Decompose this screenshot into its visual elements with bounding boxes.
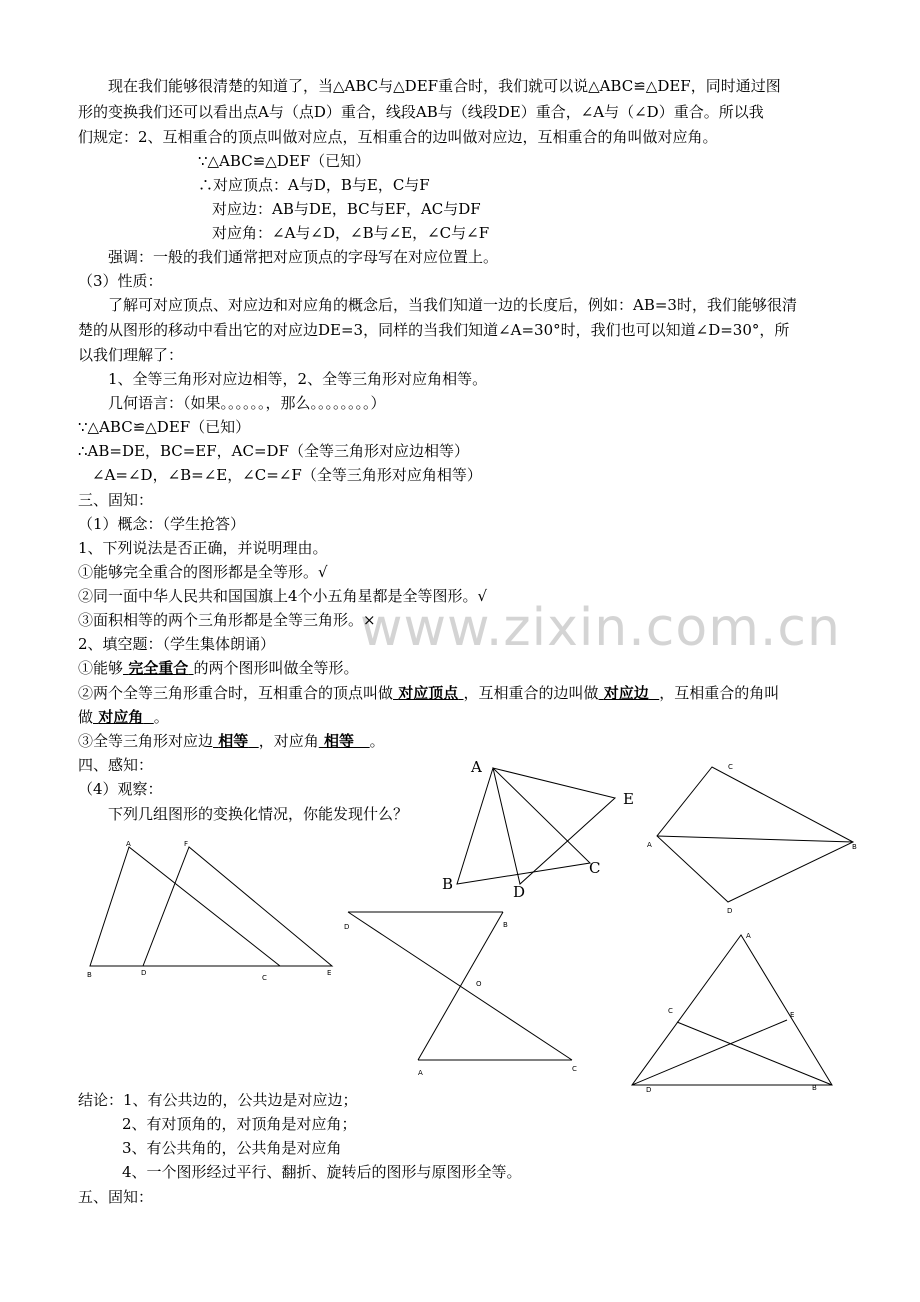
fill-1-text-b: 的两个图形叫做全等形。 [193, 659, 359, 677]
fig4-label-b: B [503, 921, 508, 929]
triangle-fde [143, 847, 332, 966]
watermark: www.zixin.com.cn [360, 598, 841, 658]
common-side-ab [657, 836, 853, 842]
fig4-label-d: D [344, 923, 350, 931]
fill-2-text-e: 。 [153, 708, 169, 726]
quadrilateral-acbd [657, 767, 853, 902]
fill-2-text-a: ②两个全等三角形重合时，互相重合的顶点叫做 [78, 684, 394, 702]
intro-vertices: ∴对应顶点：A与D，B与E，C与F [198, 176, 430, 194]
intro-given: ∵△ABC≌△DEF（已知） [198, 152, 371, 170]
fill-2-cont [78, 706, 169, 728]
segment-ba [418, 912, 503, 1060]
consolidate-q1: 1、下列说法是否正确，并说明理由。 [78, 539, 328, 557]
properties-p1: 了解可对应顶点、对应边和对应角的概念后，当我们知道一边的长度后，例如：AB=3时，我们能够很清 [108, 296, 797, 314]
fill-3-text-a: ③全等三角形对应边 [78, 732, 214, 750]
intro-line-1: 现在我们能够很清楚的知道了，当△ABC与△DEF重合时，我们就可以说△ABC≌△DEF，同时通过图 [108, 77, 781, 95]
fig1-label-c: C [262, 974, 267, 982]
fig4-label-c: C [572, 1065, 577, 1073]
fill-3-answer-1: 相等 [218, 732, 249, 750]
fig5-label-b: B [812, 1084, 817, 1092]
fig1-label-a: A [126, 840, 131, 848]
fill-2-text-c: ，互相重合的角叫 [659, 684, 780, 702]
fill-1-text-a: ①能够 [78, 659, 124, 677]
fig5-label-e: E [790, 1011, 795, 1019]
properties-geo-lang: 几何语言：（如果。。。。。。，那么。。。。。。。。） [108, 394, 386, 412]
fill-2-answer-2: 对应边 [603, 684, 649, 702]
fig5-label-a: A [746, 932, 751, 940]
perceive-sub: （4）观察： [78, 780, 163, 798]
statement-3: ③面积相等的两个三角形都是全等三角形。× [78, 611, 376, 629]
fig2-label-d: D [513, 883, 526, 901]
properties-sides-eq: ∴AB=DE，BC=EF，AC=DF（全等三角形对应边相等） [78, 442, 469, 460]
properties-given: ∵△ABC≌△DEF（已知） [78, 418, 251, 436]
consolidate-sub1: （1）概念：（学生抢答） [78, 515, 246, 533]
properties-heading: （3）性质： [78, 272, 163, 290]
fig5-label-c: C [668, 1007, 673, 1015]
triangle-abc [90, 847, 280, 966]
triangle-adb [632, 935, 832, 1085]
fill-3-answer-2: 相等 [323, 732, 354, 750]
figure-rotation [435, 755, 645, 905]
fig2-label-c: C [589, 859, 601, 877]
fig2-label-e: E [623, 790, 634, 808]
conclusion-1: 结论：1、有公共边的，公共边是对应边； [78, 1091, 358, 1109]
figure-vertical-angles [340, 905, 595, 1085]
fig3-label-c: C [728, 763, 733, 771]
intro-sides: 对应边：AB与DE，BC与EF，AC与DF [212, 200, 481, 218]
fig4-label-o: O [476, 980, 482, 988]
conclusion-2: 2、有对顶角的，对顶角是对应角； [122, 1115, 357, 1133]
fig2-label-a: A [471, 758, 482, 776]
intro-line-2: 形的变换我们还可以看出点A与（点D）重合，线段AB与（线段DE）重合，∠A与（∠D）重合。所以我 [78, 103, 764, 121]
fig3-label-b: B [852, 843, 857, 851]
fig3-label-a: A [647, 841, 652, 849]
properties-angles-eq: ∠A=∠D，∠B=∠E，∠C=∠F（全等三角形对应角相等） [92, 466, 482, 484]
fill-3 [78, 730, 385, 752]
fig4-label-a: A [418, 1069, 423, 1077]
intro-emphasis: 强调：一般的我们通常把对应顶点的字母写在对应位置上。 [108, 248, 499, 266]
fill-2-text-b: ，互相重合的边叫做 [463, 684, 599, 702]
conclusion-3: 3、有公共角的，公共角是对应角 [122, 1139, 342, 1157]
perceive-question: 下列几组图形的变换化情况，你能发现什么？ [108, 805, 409, 823]
figure-common-angle [620, 925, 850, 1100]
fig1-label-f: F [184, 840, 189, 848]
figure-reflection [640, 758, 870, 918]
consolidate-q2: 2、填空题：（学生集体朗诵） [78, 635, 276, 653]
fig1-label-b: B [87, 971, 92, 979]
statement-1: ①能够完全重合的图形都是全等形。√ [78, 563, 328, 581]
fill-2-text-d: 做 [78, 708, 94, 726]
consolidate-heading: 三、固知： [78, 491, 154, 509]
fill-3-text-b: ，对应角 [258, 732, 319, 750]
fill-1-answer: 完全重合 [128, 659, 189, 677]
intro-line-3: 们规定：2、互相重合的顶点叫做对应点，互相重合的边叫做对应边，互相重合的角叫做对应角。 [78, 128, 718, 146]
properties-p2: 楚的从图形的移动中看出它的对应边DE=3，同样的当我们知道∠A=30°时，我们也可以知道∠D=30°，所 [78, 321, 790, 339]
figure-translation [80, 835, 340, 985]
fig2-label-b: B [442, 875, 454, 893]
fig1-label-e: E [327, 969, 332, 977]
properties-rules: 1、全等三角形对应边相等，2、全等三角形对应角相等。 [108, 370, 488, 388]
properties-p3: 以我们理解了： [78, 346, 184, 364]
perceive-heading: 四、感知： [78, 756, 154, 774]
fig5-label-d: D [646, 1086, 652, 1094]
fill-2-answer-3: 对应角 [98, 708, 144, 726]
intro-angles: 对应角：∠A与∠D，∠B与∠E，∠C与∠F [212, 224, 490, 242]
fig1-label-d: D [141, 969, 147, 977]
segment-cb [677, 1022, 832, 1085]
triangle-abc [457, 768, 590, 884]
fill-3-text-c: 。 [369, 732, 385, 750]
conclusion-4: 4、一个图形经过平行、翻折、旋转后的图形与原图形全等。 [122, 1163, 522, 1181]
statement-2: ②同一面中华人民共和国国旗上4个小五角星都是全等图形。√ [78, 587, 488, 605]
fill-1 [78, 657, 359, 679]
fig3-label-d: D [727, 907, 733, 915]
fill-2 [78, 682, 779, 704]
next-heading: 五、固知： [78, 1188, 154, 1206]
fill-2-answer-1: 对应顶点 [398, 684, 459, 702]
